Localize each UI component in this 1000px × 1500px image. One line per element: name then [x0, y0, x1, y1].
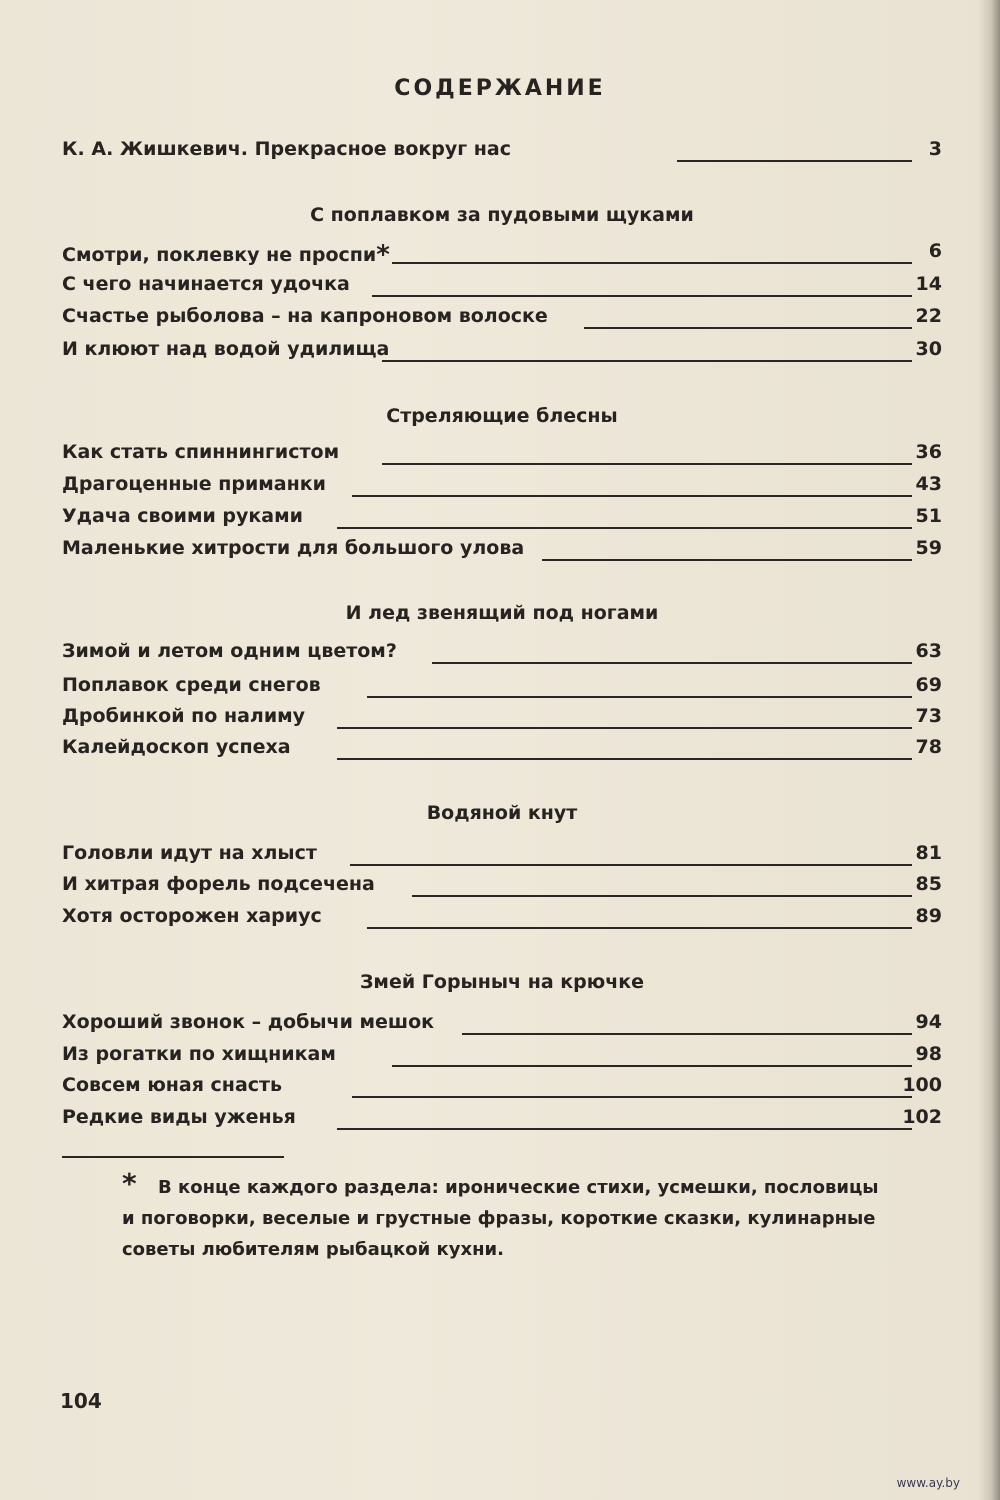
leader-line [382, 463, 912, 465]
leader-line [337, 727, 912, 729]
toc-entry [62, 273, 942, 301]
watermark: www.ay.by [896, 1476, 960, 1490]
entry-text: Как стать спиннингистом [62, 441, 340, 463]
entry-text: Смотри, поклевку не проспи* [62, 240, 390, 270]
entry-text: Счастье рыболова – на капроновом волоске [62, 305, 548, 327]
toc-entry [62, 505, 942, 533]
entry-page: 6 [928, 240, 942, 262]
leader-line [352, 495, 912, 497]
entry-page: 22 [915, 305, 942, 327]
entry-page: 89 [915, 905, 942, 927]
toc-entry [62, 1011, 942, 1039]
entry-page: 43 [915, 473, 942, 495]
toc-entry [62, 873, 942, 901]
toc-entry [62, 640, 942, 668]
section-heading: Стреляющие блесны [386, 405, 618, 427]
entry-text: Поплавок среди снегов [62, 674, 321, 696]
leader-line [337, 758, 912, 760]
entry-text: Маленькие хитрости для большого улова [62, 537, 525, 559]
leader-line [392, 262, 912, 264]
entry-text: Головли идут на хлыст [62, 842, 317, 864]
footnote-line: и поговорки, веселые и грустные фразы, короткие сказки, кулинарные [122, 1208, 876, 1229]
entry-text: Калейдоскоп успеха [62, 736, 291, 758]
toc-entry [62, 905, 942, 933]
toc-entry [62, 736, 942, 764]
entry-page: 3 [928, 138, 942, 160]
entry-page: 63 [915, 640, 942, 662]
entry-page: 102 [902, 1106, 942, 1128]
section-heading: И лед звенящий под ногами [345, 602, 659, 624]
entry-page: 59 [915, 537, 942, 559]
toc-entry [62, 705, 942, 733]
toc-entry [62, 240, 942, 268]
entry-text: Редкие виды уженья [62, 1106, 296, 1128]
entry-page: 36 [915, 441, 942, 463]
leader-line [412, 895, 912, 897]
leader-line [382, 360, 912, 362]
toc-entry [62, 1106, 942, 1134]
entry-text: Из рогатки по хищникам [62, 1043, 336, 1065]
entry-page: 100 [902, 1074, 942, 1096]
toc-entry [62, 674, 942, 702]
entry-page: 78 [915, 736, 942, 758]
entry-page: 30 [915, 338, 942, 360]
footnote-line: советы любителям рыбацкой кухни. [122, 1239, 504, 1260]
asterisk-mark: * [376, 240, 390, 270]
leader-line [337, 1128, 912, 1130]
leader-line [337, 527, 912, 529]
entry-page: 73 [915, 705, 942, 727]
entry-text: К. А. Жишкевич. Прекрасное вокруг нас [62, 138, 512, 160]
toc-entry [62, 338, 942, 366]
contents-title: СОДЕРЖАНИЕ [394, 76, 606, 101]
leader-line [432, 662, 912, 664]
footnote-rule [62, 1156, 284, 1158]
leader-line [677, 160, 912, 162]
entry-text: Зимой и летом одним цветом? [62, 640, 397, 662]
toc-entry [62, 305, 942, 333]
leader-line [372, 295, 912, 297]
section-heading: Водяной кнут [426, 802, 578, 824]
entry-text: Удача своими руками [62, 505, 303, 527]
entry-text: Драгоценные приманки [62, 473, 326, 495]
footnote [122, 1167, 902, 1265]
entry-text: Совсем юная снасть [62, 1074, 283, 1096]
entry-text: И клюют над водой удилища [62, 338, 390, 360]
leader-line [367, 696, 912, 698]
page-edge-shadow [978, 0, 1000, 1500]
leader-line [367, 927, 912, 929]
toc-entry [62, 1043, 942, 1071]
toc-entry [62, 473, 942, 501]
toc-entry-intro [62, 138, 942, 166]
toc-entry [62, 1074, 942, 1102]
leader-line [584, 327, 912, 329]
entry-page: 94 [915, 1011, 942, 1033]
page-number: 104 [60, 1389, 102, 1413]
entry-page: 69 [915, 674, 942, 696]
asterisk-mark: * [122, 1167, 137, 1200]
section-heading: Змей Горыныч на крючке [359, 971, 645, 993]
entry-text: С чего начинается удочка [62, 273, 350, 295]
entry-text: Хотя осторожен хариус [62, 905, 322, 927]
leader-line [462, 1033, 912, 1035]
entry-text: Дробинкой по налиму [62, 705, 306, 727]
leader-line [392, 1065, 912, 1067]
leader-line [350, 864, 912, 866]
entry-page: 81 [915, 842, 942, 864]
toc-entry [62, 441, 942, 469]
leader-line [542, 559, 912, 561]
entry-text: Хороший звонок – добычи мешок [62, 1011, 435, 1033]
entry-page: 98 [915, 1043, 942, 1065]
entry-page: 51 [915, 505, 942, 527]
toc-entry [62, 842, 942, 870]
entry-page: 85 [915, 873, 942, 895]
footnote-line: В конце каждого раздела: иронические стихи, усмешки, пословицы [158, 1177, 879, 1198]
entry-page: 14 [915, 273, 942, 295]
leader-line [352, 1096, 912, 1098]
entry-text: И хитрая форель подсечена [62, 873, 375, 895]
section-heading: С поплавком за пудовыми щуками [310, 204, 694, 226]
toc-entry [62, 537, 942, 565]
